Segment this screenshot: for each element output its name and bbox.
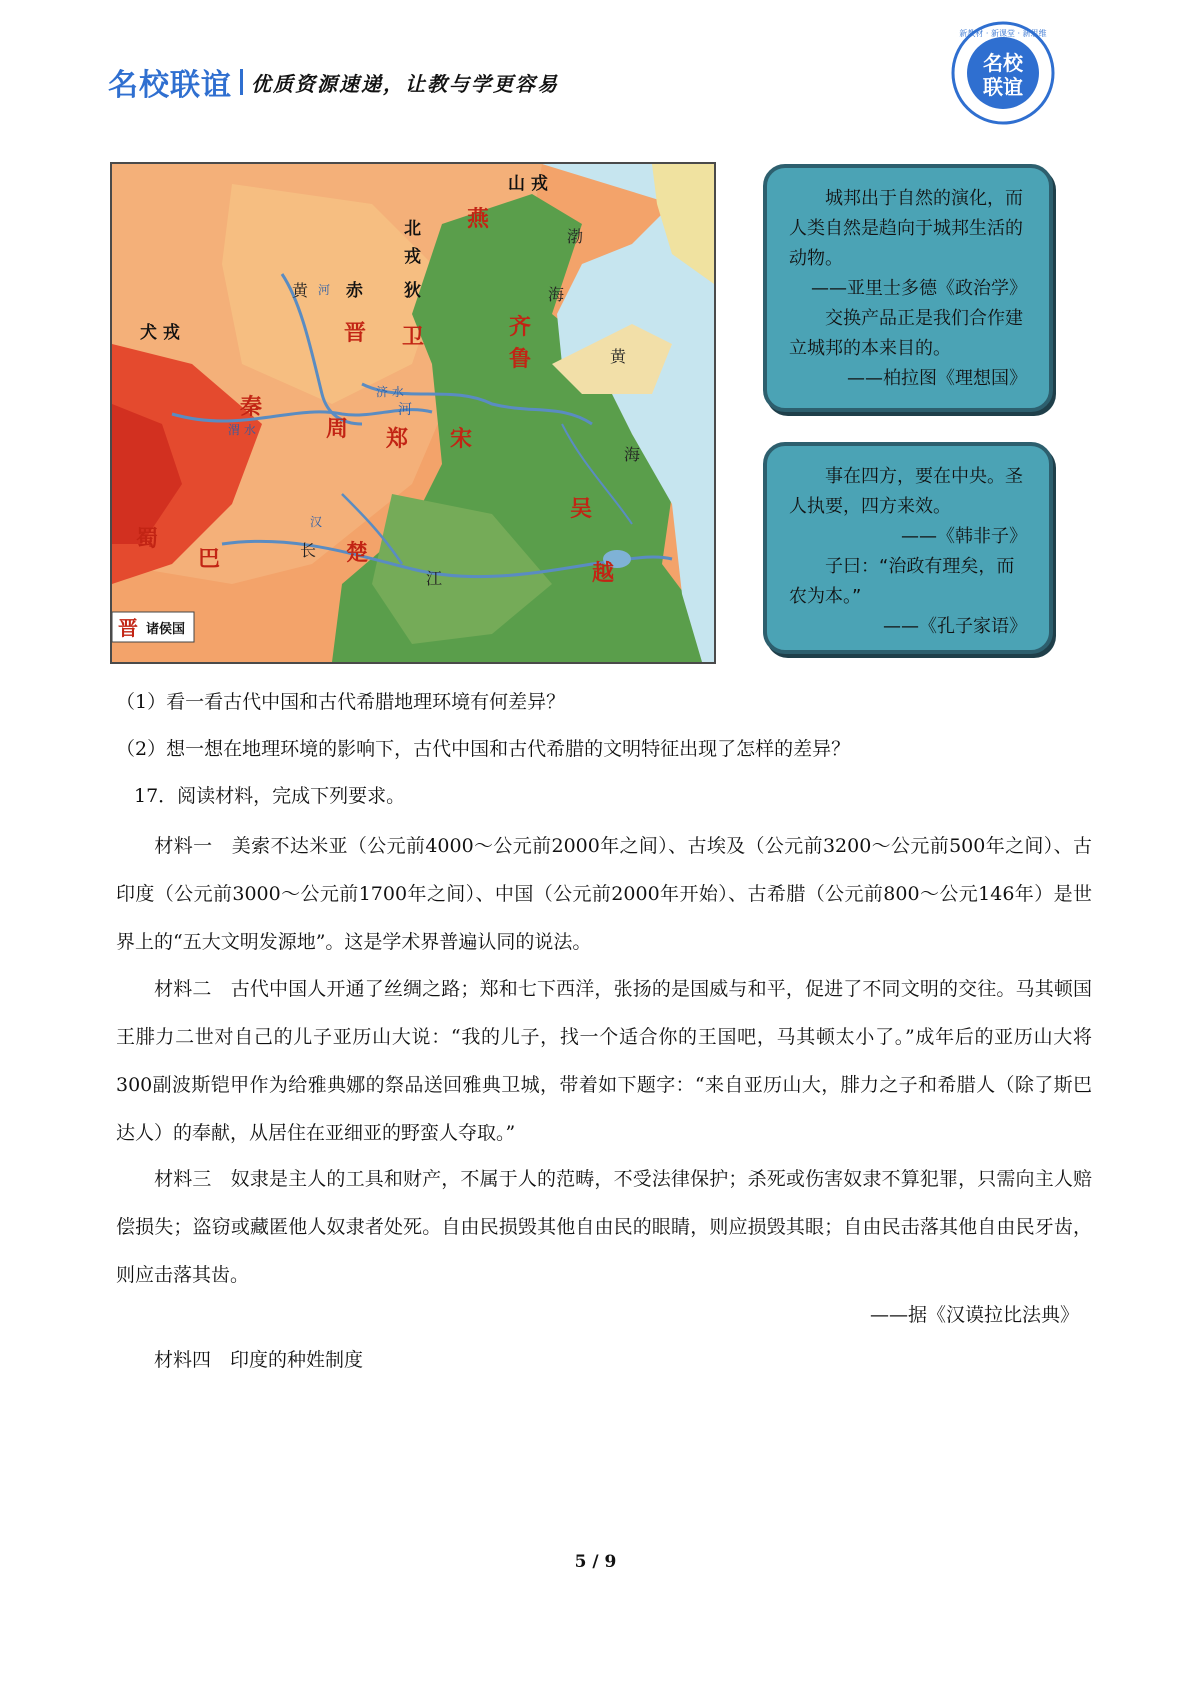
map-label-chu: 楚 [346, 541, 369, 566]
map-label-ji-river: 济 水 [376, 385, 404, 399]
quote-source: ——《韩非子》 [901, 526, 1027, 547]
map-label-he-1: 河 [318, 283, 331, 297]
map-label-zhou: 周 [326, 417, 349, 442]
map-label-chang: 长 [300, 541, 317, 560]
quote-text: 子曰：“治政有理矣，而农为本。” [789, 556, 1015, 607]
material-3 [116, 1155, 1092, 1299]
map-label-zheng: 郑 [386, 427, 409, 452]
quote-source: ——柏拉图《理想国》 [847, 368, 1027, 389]
map-label-quanrong: 犬 戎 [140, 323, 180, 343]
map-label-hai-2: 海 [624, 445, 641, 464]
map-label-wei-river: 渭 水 [228, 423, 256, 437]
legend-text: 诸侯国 [146, 622, 186, 637]
map-label-hai-1: 海 [548, 285, 565, 304]
map-label-qi: 齐 [509, 315, 532, 340]
map-label-bei: 北 [404, 219, 421, 239]
material-3-source: ——据《汉谟拉比法典》 [869, 1304, 1079, 1326]
quote-box-greek [763, 164, 1053, 412]
map-label-shu: 蜀 [136, 527, 159, 552]
material-2-text: 材料二 古代中国人开通了丝绸之路；郑和七下西洋，张扬的是国威与和平，促进了不同文明的交往。马其顿国王腓力二世对自己的儿子亚历山大说：“我的儿子，找一个适合你的王国吧，马其顿太小了。”成年后的亚历山大将300副波斯铠甲作为给雅典娜的祭品送回雅典卫城，带着如下题字：“来自亚历山大，腓力之子和希腊人（除了斯巴达人）的奉献，从居住在亚细亚的野蛮人夺取。” [116, 978, 1092, 1144]
material-4: 材料四 印度的种姓制度 [154, 1349, 364, 1371]
map-label-rong: 戎 [404, 247, 421, 267]
material-1 [116, 822, 1092, 966]
map-label-chi: 赤 [346, 281, 363, 301]
map-label-shanrong: 山 戎 [508, 174, 548, 194]
question-1: （1）看一看古代中国和古代希腊地理环境有何差异？ [116, 691, 566, 713]
svg-text:新教材 · 新课堂 · 新思维: 新教材 · 新课堂 · 新思维 [959, 29, 1047, 38]
map-label-yue: 越 [592, 561, 615, 586]
map-label-he-2: 河 [398, 402, 412, 418]
quote-text: 事在四方，要在中央。圣人执要，四方来效。 [789, 466, 1023, 517]
material-2 [116, 965, 1092, 1157]
map-label-di: 狄 [404, 281, 421, 301]
quote-box-chinese [763, 442, 1053, 654]
brand-name: 名校联谊 [108, 68, 232, 103]
map-label-han-river: 汉 [310, 515, 323, 529]
svg-text:联谊: 联谊 [983, 75, 1023, 99]
brand-slogan: 优质资源速递，让教与学更容易 [251, 71, 559, 96]
map-label-wu: 吴 [570, 497, 593, 522]
svg-text:名校: 名校 [983, 51, 1023, 75]
quote-source: ——《孔子家语》 [883, 616, 1027, 637]
map-label-yan: 燕 [467, 207, 490, 232]
page-number: 5 / 9 [574, 1552, 617, 1572]
material-3-text: 材料三 奴隶是主人的工具和财产，不属于人的范畴，不受法律保护；杀死或伤害奴隶不算犯罪，只需向主人赔偿损失；盗窃或藏匿他人奴隶者处死。自由民损毁其他自由民的眼睛，则应损毁其眼；自由民击落其他自由民牙齿，则应击落其齿。 [116, 1168, 1092, 1286]
ancient-china-map [110, 162, 716, 664]
quote-source: ——亚里士多德《政治学》 [811, 278, 1027, 299]
map-label-jin: 晋 [344, 321, 367, 346]
map-label-bo: 渤 [567, 227, 584, 246]
material-1-text: 材料一 美索不达米亚（公元前4000～公元前2000年之间）、古埃及（公元前3200～公元前500年之间）、古印度（公元前3000～公元前1700年之间）、中国（公元前2000年开始）、古希腊（公元前800～公元146年）是世界上的“五大文明发源地”。这是学术界普遍认同的说法。 [116, 835, 1093, 953]
quote-text: 交换产品正是我们合作建立城邦的本来目的。 [789, 308, 1023, 359]
map-label-huang-sea: 黄 [610, 347, 627, 366]
map-label-lu: 鲁 [509, 347, 532, 372]
map-label-qin: 秦 [240, 395, 263, 420]
seal-logo-icon [950, 20, 1056, 126]
map-label-song: 宋 [450, 427, 473, 452]
question-2: （2）想一想在地理环境的影响下，古代中国和古代希腊的文明特征出现了怎样的差异？ [116, 738, 851, 760]
legend-symbol: 晋 [118, 616, 138, 640]
question-17-title: 17．阅读材料，完成下列要求。 [134, 785, 406, 807]
map-label-jiang: 江 [426, 569, 443, 588]
map-label-huang-1: 黄 [292, 281, 309, 300]
brand-divider [240, 69, 243, 95]
quote-text: 城邦出于自然的演化，而人类自然是趋向于城邦生活的动物。 [789, 188, 1023, 269]
map-label-wei: 卫 [402, 325, 425, 350]
map-label-ba: 巴 [198, 547, 221, 572]
header-brand [108, 60, 559, 104]
